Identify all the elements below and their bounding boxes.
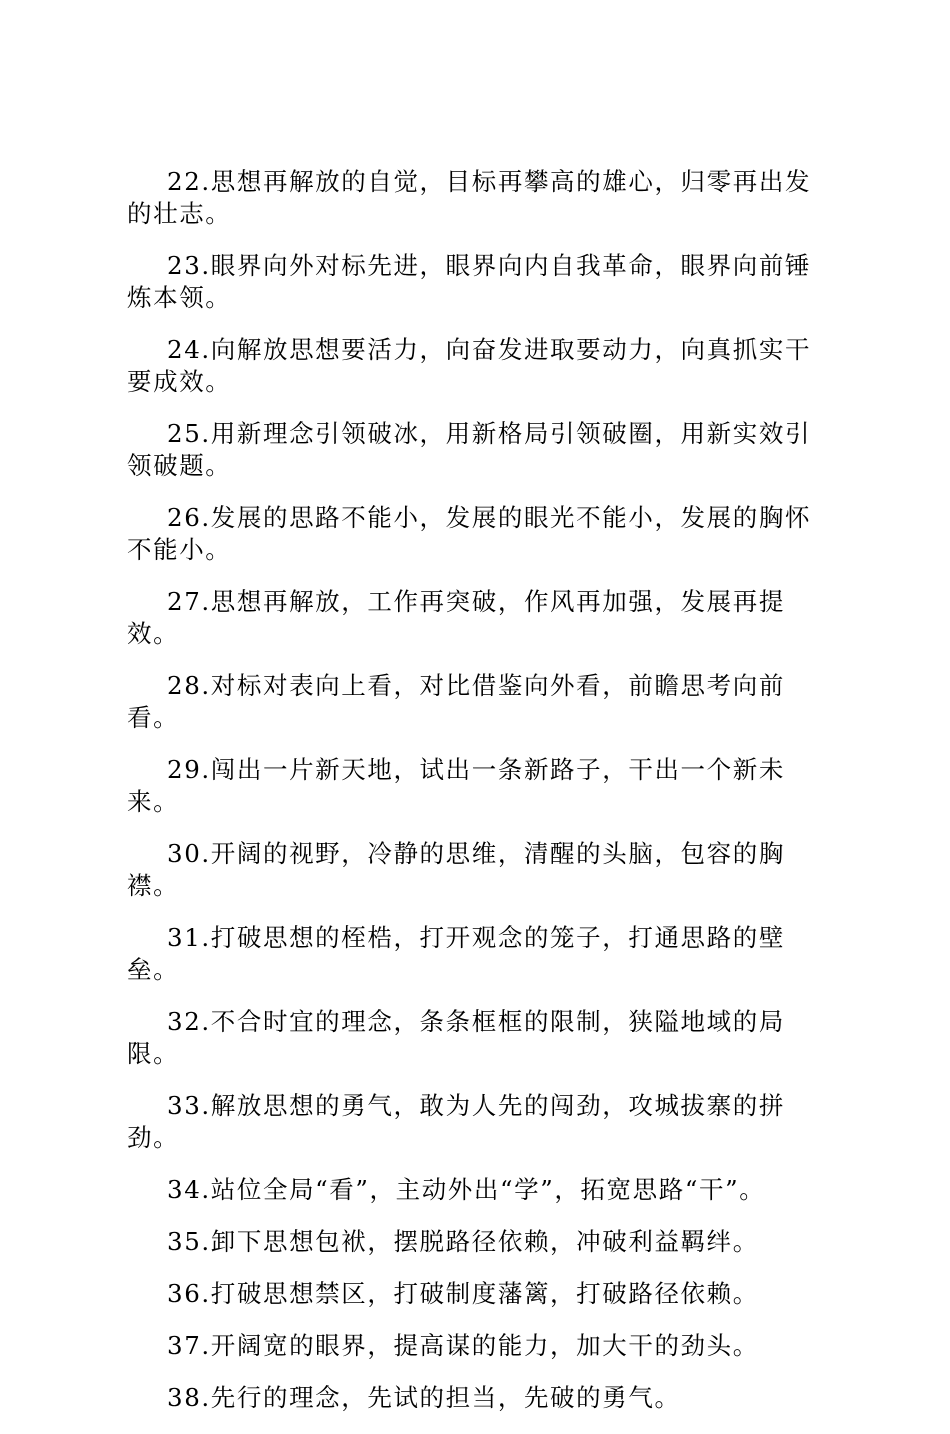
- list-item-22: 22.思想再解放的自觉，目标再攀高的雄心，归零再出发的壮志。: [127, 167, 812, 228]
- list-item-35: 35.卸下思想包袱，摆脱路径依赖，冲破利益羁绊。: [167, 1227, 759, 1256]
- list-item-36: 36.打破思想禁区，打破制度藩篱，打破路径依赖。: [167, 1279, 759, 1308]
- list-item-31: 31.打破思想的桎梏，打开观念的笼子，打通思路的壁垒。: [127, 923, 785, 984]
- list-item-27: 27.思想再解放，工作再突破，作风再加强，发展再提效。: [127, 587, 785, 648]
- list-item-29: 29.闯出一片新天地，试出一条新路子，干出一个新未来。: [127, 755, 785, 816]
- list-item-25: 25.用新理念引领破冰，用新格局引领破圈，用新实效引领破题。: [127, 419, 812, 480]
- document-body: [127, 166, 833, 1434]
- list-item-37: 37.开阔宽的眼界，提高谋的能力，加大干的劲头。: [167, 1331, 759, 1360]
- list-item-24: 24.向解放思想要活力，向奋发进取要动力，向真抓实干要成效。: [127, 335, 812, 396]
- list-item-26: 26.发展的思路不能小，发展的眼光不能小，发展的胸怀不能小。: [127, 503, 812, 564]
- list-item-23: 23.眼界向外对标先进，眼界向内自我革命，眼界向前锤炼本领。: [127, 251, 812, 312]
- list-item-28: 28.对标对表向上看，对比借鉴向外看，前瞻思考向前看。: [127, 671, 785, 732]
- list-item-38: 38.先行的理念，先试的担当，先破的勇气。: [167, 1383, 681, 1412]
- list-item-34: 34.站位全局“看”，主动外出“学”，拓宽思路“干”。: [167, 1175, 766, 1204]
- list-item-33: 33.解放思想的勇气，敢为人先的闯劲，攻城拔寨的拼劲。: [127, 1091, 785, 1152]
- list-item-30: 30.开阔的视野，冷静的思维，清醒的头脑，包容的胸襟。: [127, 839, 785, 900]
- list-item-32: 32.不合时宜的理念，条条框框的限制，狭隘地域的局限。: [127, 1007, 785, 1068]
